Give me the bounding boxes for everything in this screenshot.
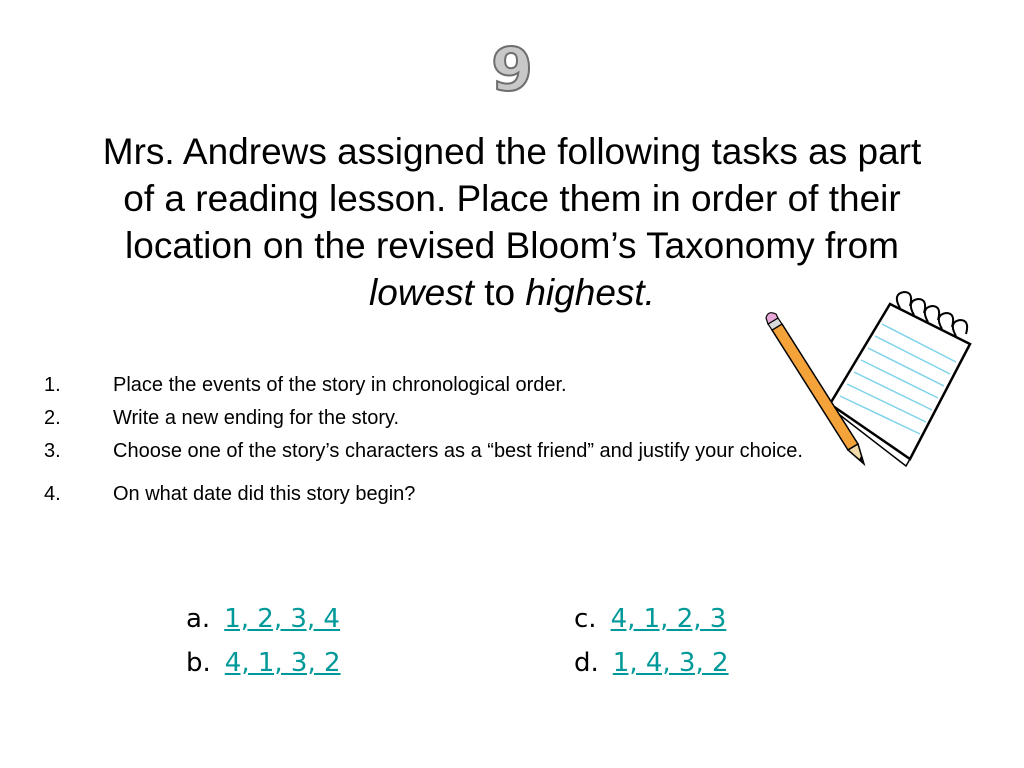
task-item [44, 481, 864, 507]
answer-a [186, 604, 340, 634]
emphasis-lowest: lowest [369, 272, 474, 313]
question-line-2: of a reading lesson. Place them in order of their [123, 178, 901, 219]
task-item [44, 372, 864, 398]
answer-letter: c. [574, 604, 597, 634]
emphasis-highest: highest. [525, 272, 655, 313]
question-line-1: Mrs. Andrews assigned the following tasks as part [102, 131, 922, 172]
answer-d [574, 648, 729, 678]
task-number: 2. [44, 407, 61, 429]
notepad-pencil-clipart [760, 284, 980, 484]
answer-letter: d. [574, 648, 599, 678]
answer-letter: b. [186, 648, 211, 678]
answer-c-link[interactable]: 4, 1, 2, 3 [610, 604, 727, 634]
answer-choices [186, 604, 806, 684]
task-number: 3. [44, 440, 61, 462]
task-list [44, 372, 864, 514]
question-line-3: location on the revised Bloom’s Taxonomy from [125, 225, 899, 266]
task-text: Choose one of the story’s characters as a “best friend” and justify your choice. [113, 440, 803, 462]
word-to: to [484, 272, 516, 313]
task-item [44, 405, 864, 431]
task-number: 4. [44, 483, 61, 505]
answer-a-link[interactable]: 1, 2, 3, 4 [224, 604, 340, 634]
task-text: On what date did this story begin? [113, 483, 416, 505]
task-item [44, 438, 864, 464]
answer-b-link[interactable]: 4, 1, 3, 2 [224, 648, 341, 678]
task-number: 1. [44, 374, 61, 396]
answer-c [574, 604, 726, 634]
answer-d-link[interactable]: 1, 4, 3, 2 [612, 648, 729, 678]
answer-b [186, 648, 341, 678]
task-text: Place the events of the story in chronological order. [113, 374, 567, 396]
task-text: Write a new ending for the story. [113, 407, 400, 429]
slide-number: 9 [491, 35, 533, 105]
answer-letter: a. [186, 604, 211, 634]
